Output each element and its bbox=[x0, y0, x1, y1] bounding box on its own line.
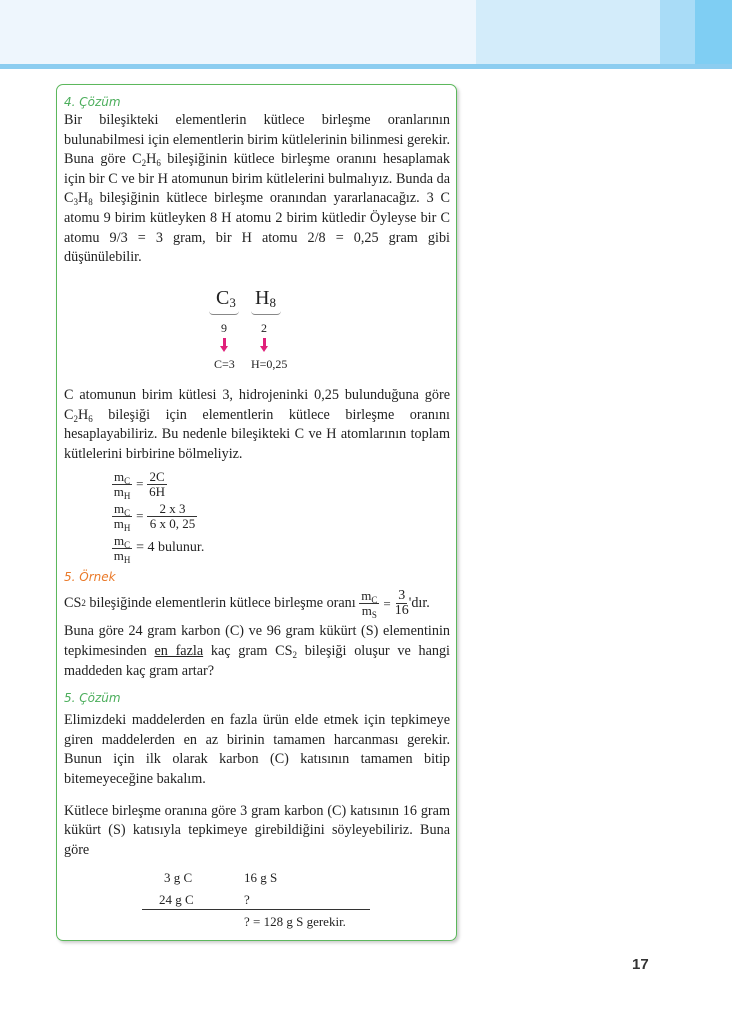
text: bileşiğinin kütlece birleşme oranını hesaplamak için bir C ve bir H atomunun birim kütlelerini bulmalıyız. Bunda da C bbox=[64, 151, 451, 207]
subscript: 8 bbox=[88, 197, 93, 208]
paragraph bbox=[64, 386, 450, 464]
text: H bbox=[77, 406, 89, 423]
table-cell: 16 g S bbox=[244, 870, 278, 886]
example-5-heading: 5. Örnek bbox=[64, 570, 116, 585]
text: Kütlece birleşme oranına göre 3 gram karbon (C) katısının 16 gram kükürt (S) katısıyla tepkimeye girebildiğini söyleyebiliriz. Buna göre bbox=[64, 802, 450, 858]
h-mass: 2 bbox=[261, 321, 267, 335]
subscript: 2 bbox=[73, 413, 78, 424]
header-band-accent bbox=[695, 0, 732, 64]
text: Elimizdeki maddelerden en fazla ürün elde etmek için tepkimeye giren maddelerden en az birinin tamamen harcanması gerekir. Bunun için ilk olarak karbon (C) katısının tamamen bitip bitemeyeceğine bakalım. bbox=[64, 712, 450, 787]
header-band-accent bbox=[660, 0, 695, 64]
subscript: 6 bbox=[88, 413, 93, 424]
c-mass: 9 bbox=[221, 321, 227, 335]
text: C atomunun birim kütlesi 3, hidrojeninki 0,25 bulunduğuna göre C bbox=[64, 387, 450, 423]
ratio-table bbox=[64, 864, 450, 934]
paragraph bbox=[64, 111, 450, 287]
formula-h: $H_8$ bbox=[255, 287, 276, 310]
equation-1: $\frac{m_C}{m_H}$ = $\frac{2C}{6H}$ bbox=[113, 468, 166, 501]
formula-c: $C_3$ bbox=[216, 287, 236, 310]
equation-3: $\frac{m_C}{m_H}$ = 4 bulunur. bbox=[113, 532, 205, 565]
solution-box bbox=[56, 84, 457, 941]
formula-c3h8 bbox=[64, 287, 450, 386]
header-band bbox=[0, 0, 476, 64]
solution-4-heading: 4. Çözüm bbox=[64, 95, 121, 109]
solution-5-heading: 5. Çözüm bbox=[64, 691, 121, 706]
text: H bbox=[146, 151, 157, 168]
text: Buna göre 24 gram karbon (C) ve 96 gram kükürt (S) elementinin tepkimesinden bbox=[64, 623, 450, 659]
text: Bir bileşikteki elementlerin kütlece birleşme oranlarının bulunabilmesi için elementlerin birim kütlelerinin bilinmesi gerekir. Buna göre C bbox=[64, 112, 450, 168]
underlined-text: en fazla bbox=[154, 642, 204, 659]
table-divider bbox=[142, 909, 370, 910]
h-result: H=0,25 bbox=[251, 357, 288, 371]
equation-2: $\frac{m_C}{m_H}$ = $\frac{2 x 3}{6 x 0, 25}$ bbox=[112, 500, 450, 532]
header-divider bbox=[0, 64, 732, 69]
c-result: C=3 bbox=[214, 357, 235, 371]
subscript: 3 bbox=[73, 197, 78, 208]
example-5-statement: CS 2 bileşiğinde elementlerin kütlece birleşme oranı $\frac{m_C}{m_S}$ = $\frac{3}{16}$ 'dır. bbox=[64, 587, 430, 620]
equations bbox=[64, 468, 450, 564]
arrow-down-icon bbox=[263, 338, 266, 348]
subscript: 2 bbox=[292, 649, 297, 660]
paragraph bbox=[64, 622, 450, 681]
text: H bbox=[77, 190, 89, 207]
table-cell: ? bbox=[244, 892, 250, 908]
table-cell: 24 g C bbox=[159, 892, 194, 908]
page-number: 17 bbox=[632, 956, 649, 973]
table-cell: 3 g C bbox=[164, 870, 193, 886]
paragraph bbox=[64, 802, 450, 861]
text: bileşiği oluşur ve hangi maddeden kaç gram artar? bbox=[64, 642, 450, 679]
text: kaç gram CS bbox=[203, 642, 293, 659]
header-band-accent bbox=[476, 0, 660, 64]
table-result: ? = 128 g S gerekir. bbox=[244, 914, 346, 930]
subscript: 6 bbox=[156, 158, 161, 169]
subscript: 2 bbox=[141, 158, 147, 169]
brace bbox=[209, 311, 239, 315]
arrow-down-icon bbox=[223, 338, 226, 348]
paragraph bbox=[64, 711, 450, 789]
text: bileşiği için elementlerin kütlece birleşme oranını hesaplayabiliriz. Bu nedenle bileşikteki C ve H atomlarının toplam kütlelerini birbirine bölmeliyiz. bbox=[64, 406, 450, 462]
brace bbox=[251, 311, 281, 315]
text: bileşiğinin kütlece birleşme oranından yararlanacağız. 3 C atomu 9 birim kütleyken 8 H atomu 2 birim kütledir Öyleyse bir C atomu 9/3 = 3 gram, bir H atomu 2/8 = 0,25 gram gibi düşünülebilir. bbox=[64, 190, 450, 266]
